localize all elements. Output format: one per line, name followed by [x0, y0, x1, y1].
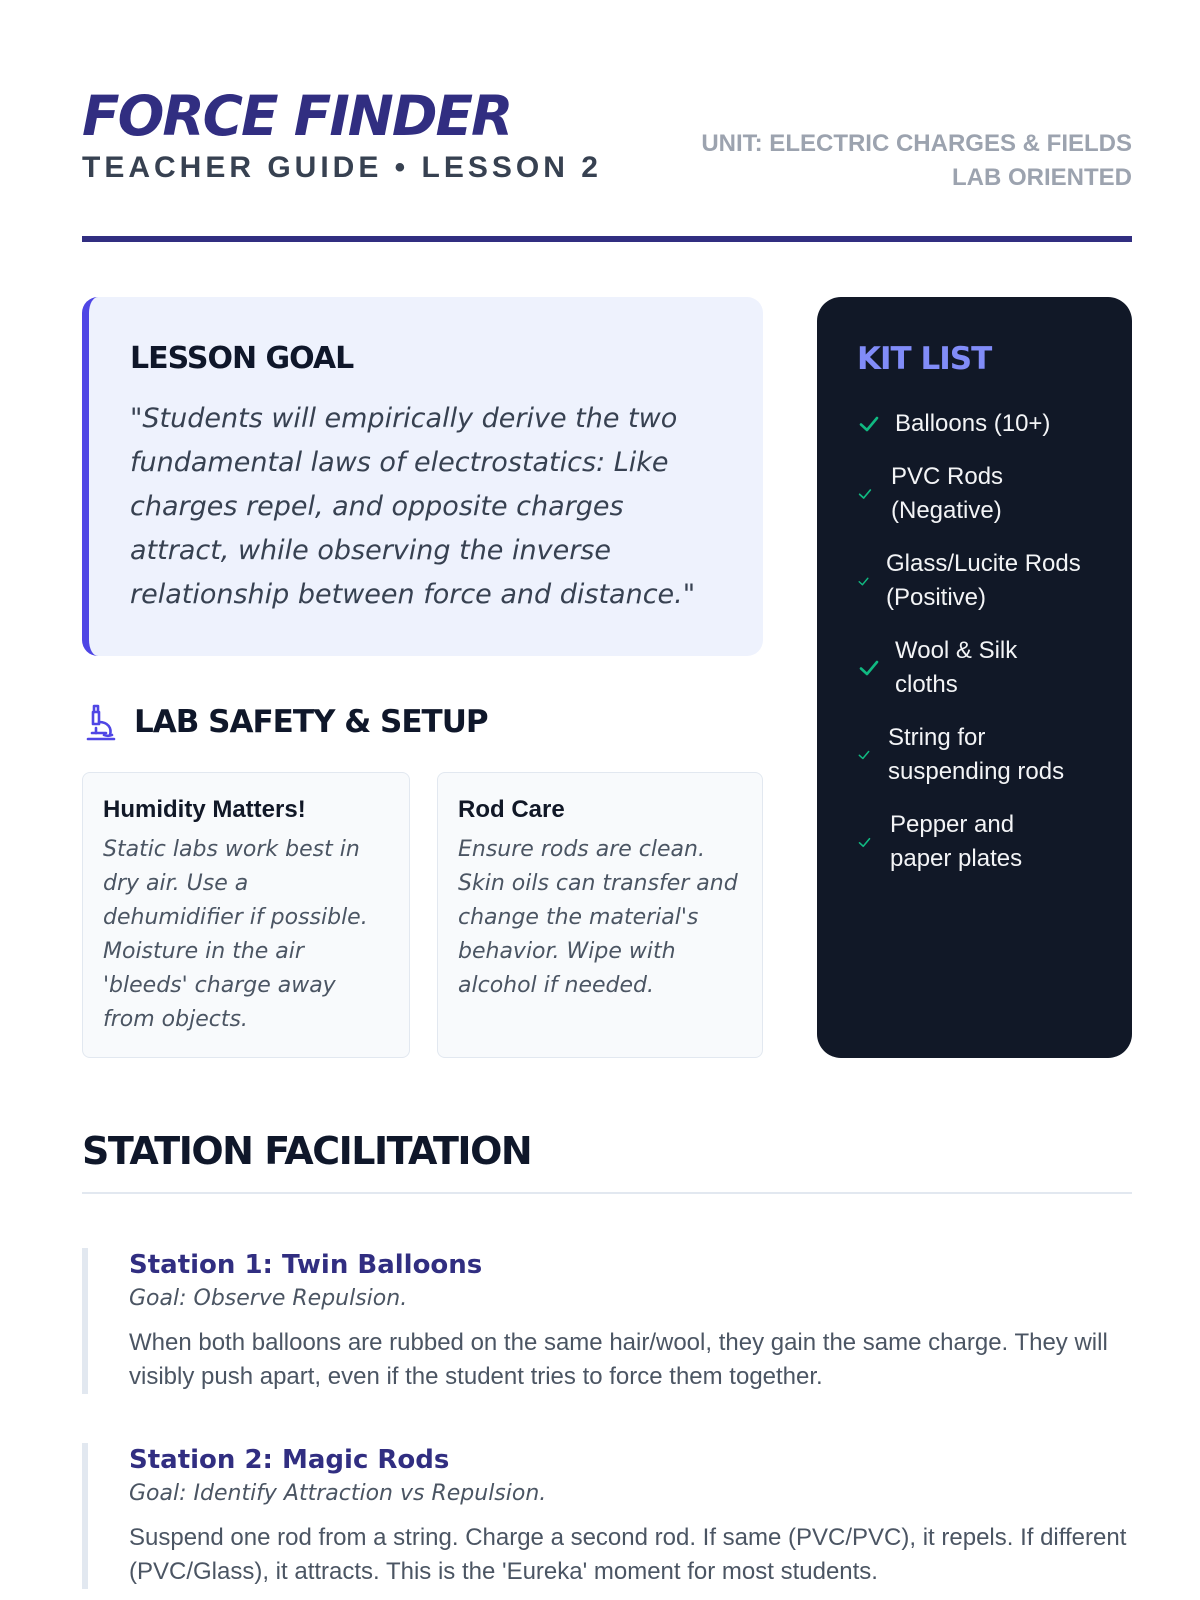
kit-item-label: Pepper and paper plates — [890, 811, 1023, 872]
station-goal: Goal: Identify Attraction vs Repulsion. — [129, 1481, 547, 1506]
check-icon — [857, 575, 870, 588]
kit-item-label: Wool & Silk cloths — [895, 637, 1018, 698]
check-icon — [857, 486, 873, 502]
lesson-goal-card — [82, 297, 763, 656]
check-icon — [857, 656, 881, 680]
kit-item-label: String for suspending rods — [888, 724, 1065, 785]
lab-safety-label: LAB SAFETY & SETUP — [134, 704, 488, 740]
orientation-label: LAB ORIENTED — [952, 164, 1132, 191]
teacher-guide-page — [82, 0, 1132, 1600]
station-2 — [82, 1443, 1132, 1589]
tip-body: Static labs work best in dry air. Use a dehumidifier if possible. Moisture in the air 'bleeds' charge away from objects. — [103, 837, 368, 1032]
kit-list-item — [857, 808, 1060, 876]
kit-list-item — [857, 634, 1045, 702]
station-divider — [82, 1192, 1132, 1194]
check-icon — [857, 412, 881, 436]
kit-item-label: PVC Rods (Negative) — [891, 463, 1004, 524]
kit-list-item — [857, 460, 1061, 528]
tip-body: Ensure rods are clean. Skin oils can transfer and change the material's behavior. Wipe with alcohol if needed. — [458, 837, 738, 998]
microscope-icon — [82, 702, 120, 742]
kit-item-label: Glass/Lucite Rods (Positive) — [886, 550, 1081, 611]
kit-list-card — [817, 297, 1132, 1058]
station-body: When both balloons are rubbed on the same hair/wool, they gain the same charge. They will visibly push apart, even if the student tries to force them together. — [129, 1329, 1108, 1390]
tip-card-humidity — [82, 772, 410, 1058]
station-body: Suspend one rod from a string. Charge a second rod. If same (PVC/PVC), it repels. If different (PVC/Glass), it attracts. This is the 'Eureka' moment for most students. — [129, 1524, 1127, 1585]
unit-label: UNIT: ELECTRIC CHARGES & FIELDS — [701, 130, 1132, 157]
header-divider — [82, 236, 1132, 242]
tip-title: Rod Care — [458, 796, 565, 823]
check-icon — [857, 748, 871, 762]
kit-list-item — [857, 547, 1096, 615]
kit-list-item — [857, 407, 1050, 441]
kit-list-item — [857, 721, 1088, 789]
unit-info — [701, 127, 1132, 195]
station-goal: Goal: Observe Repulsion. — [129, 1286, 408, 1311]
kit-item-label: Balloons (10+) — [895, 410, 1051, 437]
page-subtitle: TEACHER GUIDE • LESSON 2 — [82, 151, 602, 184]
page-header — [82, 82, 1132, 242]
lesson-goal-text: "Students will empirically derive the two fundamental laws of electrostatics: Like charges repel, and opposite charges attract, while observing the inverse relationship between force and distance." — [130, 403, 696, 610]
lab-safety-heading — [82, 700, 488, 744]
page-title: FORCE FINDER — [82, 84, 512, 148]
station-1 — [82, 1248, 1132, 1394]
tip-title: Humidity Matters! — [103, 796, 306, 823]
station-facilitation-heading: STATION FACILITATION — [82, 1129, 532, 1173]
station-title: Station 1: Twin Balloons — [129, 1250, 483, 1280]
lesson-goal-heading: LESSON GOAL — [130, 341, 354, 376]
kit-list-heading: KIT LIST — [857, 341, 992, 377]
tip-card-rod-care — [437, 772, 763, 1058]
check-icon — [857, 835, 872, 850]
station-title: Station 2: Magic Rods — [129, 1445, 450, 1475]
